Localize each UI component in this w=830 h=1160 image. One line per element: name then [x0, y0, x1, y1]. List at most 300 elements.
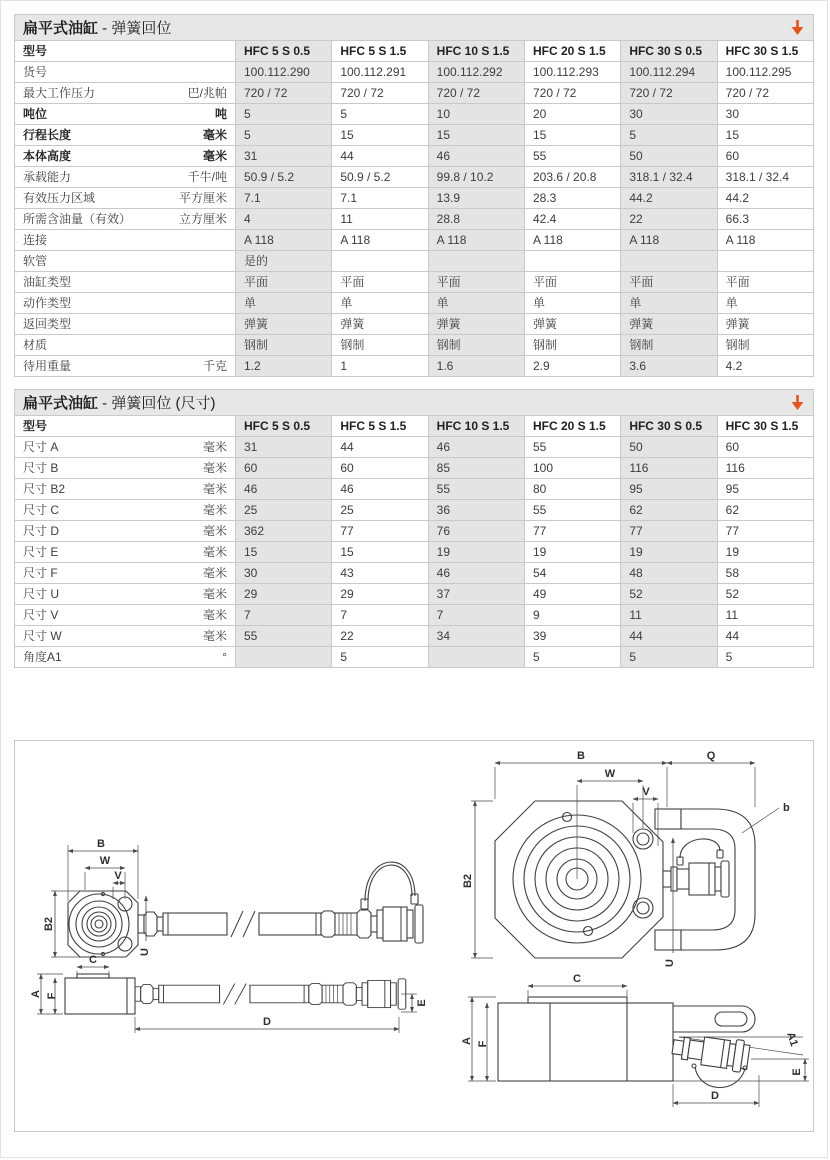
- cell-value: 80: [524, 479, 620, 500]
- table-row: [15, 647, 814, 668]
- cell-value: 44: [332, 146, 428, 167]
- row-unit: 毫米: [202, 461, 227, 475]
- cell-value: [332, 251, 428, 272]
- row-label-cell: [15, 251, 236, 272]
- row-label: 最大工作压力: [23, 86, 96, 100]
- cell-value: 15: [332, 542, 428, 563]
- cell-value: 平面: [621, 272, 717, 293]
- dim-label-a: A: [30, 990, 42, 998]
- cell-value: 22: [621, 209, 717, 230]
- cell-value: 平面: [524, 272, 620, 293]
- dim-label-a: A: [461, 1037, 473, 1045]
- cell-value: 50.9 / 5.2: [332, 167, 428, 188]
- row-label: 返回类型: [23, 317, 72, 331]
- cell-value: 7: [428, 605, 524, 626]
- table-row: [15, 62, 814, 83]
- dim-label-v: V: [642, 786, 650, 798]
- cell-value: 钢制: [428, 335, 524, 356]
- spec-table: [14, 40, 814, 377]
- row-label: 尺寸 B: [23, 461, 59, 475]
- cell-value: 22: [332, 626, 428, 647]
- dim-label-b: B: [577, 750, 585, 762]
- cell-value: 29: [332, 584, 428, 605]
- cell-value: A 118: [428, 230, 524, 251]
- cell-value: 4: [236, 209, 332, 230]
- dim-label-a1: A1: [784, 1030, 800, 1048]
- column-header-model: HFC 10 S 1.5: [428, 41, 524, 62]
- cell-value: 46: [332, 479, 428, 500]
- cell-value: 28.3: [524, 188, 620, 209]
- cell-value: 62: [717, 500, 813, 521]
- section-title-main: 扁平式油缸: [23, 20, 99, 37]
- row-label: 行程长度: [23, 128, 72, 142]
- row-label-cell: [15, 647, 236, 668]
- cell-value: 2.9: [524, 356, 620, 377]
- cell-value: 99.8 / 10.2: [428, 167, 524, 188]
- row-label: 尺寸 D: [23, 524, 60, 538]
- cell-value: 钢制: [524, 335, 620, 356]
- column-header-model: HFC 10 S 1.5: [428, 416, 524, 437]
- row-label-cell: [15, 272, 236, 293]
- row-label-cell: [15, 230, 236, 251]
- handle-callout-label: b: [783, 802, 790, 814]
- section-title: [23, 392, 216, 413]
- cell-value: 1.2: [236, 356, 332, 377]
- cell-value: 15: [428, 125, 524, 146]
- dim-label-d: D: [263, 1016, 271, 1028]
- cell-value: 25: [332, 500, 428, 521]
- spec-table-section-performance: [14, 14, 814, 377]
- cell-value: 116: [717, 458, 813, 479]
- row-label: 动作类型: [23, 296, 72, 310]
- row-label-cell: [15, 458, 236, 479]
- row-unit: 毫米: [202, 566, 227, 580]
- dim-label-v: V: [114, 870, 122, 882]
- cell-value: [428, 647, 524, 668]
- dim-label-f: F: [46, 992, 58, 1000]
- cell-value: 55: [524, 146, 620, 167]
- row-label-cell: [15, 437, 236, 458]
- cell-value: 平面: [717, 272, 813, 293]
- cell-value: 11: [621, 605, 717, 626]
- table-row: [15, 293, 814, 314]
- column-header-model: HFC 5 S 1.5: [332, 416, 428, 437]
- table-row: [15, 458, 814, 479]
- cell-value: 单: [428, 293, 524, 314]
- cell-value: 720 / 72: [524, 83, 620, 104]
- row-label-cell: [15, 146, 236, 167]
- dim-label-u: U: [664, 959, 676, 967]
- dim-label-d: D: [711, 1090, 719, 1102]
- cell-value: 36: [428, 500, 524, 521]
- header-row: [15, 41, 814, 62]
- cell-value: [236, 647, 332, 668]
- column-header-model: HFC 30 S 1.5: [717, 416, 813, 437]
- cell-value: 11: [332, 209, 428, 230]
- cell-value: 95: [621, 479, 717, 500]
- cell-value: 37: [428, 584, 524, 605]
- cell-value: 55: [428, 479, 524, 500]
- cell-value: 29: [236, 584, 332, 605]
- table-row: [15, 251, 814, 272]
- table-row: [15, 83, 814, 104]
- cell-value: 100.112.293: [524, 62, 620, 83]
- cell-value: 49: [524, 584, 620, 605]
- cell-value: 85: [428, 458, 524, 479]
- row-label: 尺寸 F: [23, 566, 58, 580]
- cell-value: 19: [524, 542, 620, 563]
- section-title-sub: - 弹簧回位: [98, 20, 172, 37]
- row-unit: 千牛/吨: [187, 170, 227, 184]
- dim-label-f: F: [477, 1040, 489, 1048]
- cell-value: 720 / 72: [428, 83, 524, 104]
- section-title-bar: [14, 389, 814, 415]
- dim-label-c: C: [573, 973, 581, 985]
- cell-value: 203.6 / 20.8: [524, 167, 620, 188]
- cell-value: 100.112.294: [621, 62, 717, 83]
- column-header-model: HFC 20 S 1.5: [524, 41, 620, 62]
- row-label-cell: [15, 626, 236, 647]
- section-title-bar: [14, 14, 814, 40]
- cell-value: 77: [717, 521, 813, 542]
- row-label-cell: [15, 62, 236, 83]
- table-row: [15, 188, 814, 209]
- cell-value: 1.6: [428, 356, 524, 377]
- table-row: [15, 521, 814, 542]
- cell-value: 100.112.291: [332, 62, 428, 83]
- cell-value: 31: [236, 146, 332, 167]
- cell-value: 3.6: [621, 356, 717, 377]
- cell-value: A 118: [332, 230, 428, 251]
- column-header-model: HFC 30 S 1.5: [717, 41, 813, 62]
- cell-value: 弹簧: [524, 314, 620, 335]
- row-label-cell: [15, 584, 236, 605]
- cell-value: 50: [621, 437, 717, 458]
- cell-value: 5: [236, 104, 332, 125]
- row-label: 尺寸 A: [23, 440, 59, 454]
- cell-value: 43: [332, 563, 428, 584]
- row-label: 承载能力: [23, 170, 72, 184]
- cell-value: [428, 251, 524, 272]
- row-unit: 毫米: [202, 524, 227, 538]
- cell-value: 318.1 / 32.4: [717, 167, 813, 188]
- dim-label-u: U: [139, 948, 151, 956]
- cell-value: 13.9: [428, 188, 524, 209]
- dim-label-b2: B2: [43, 916, 55, 932]
- column-header-model: HFC 30 S 0.5: [621, 416, 717, 437]
- table-row: [15, 209, 814, 230]
- cell-value: 9: [524, 605, 620, 626]
- row-label-cell: [15, 125, 236, 146]
- cell-value: A 118: [524, 230, 620, 251]
- cell-value: 55: [524, 500, 620, 521]
- row-label: 尺寸 V: [23, 608, 59, 622]
- cell-value: 钢制: [332, 335, 428, 356]
- table-row: [15, 272, 814, 293]
- side-view-with-hose: [30, 954, 428, 1033]
- cell-value: 52: [621, 584, 717, 605]
- column-header-model-label: 型号: [15, 416, 236, 437]
- section-title-sub: - 弹簧回位 (尺寸): [98, 395, 216, 412]
- cell-value: 28.8: [428, 209, 524, 230]
- row-label-cell: [15, 83, 236, 104]
- cell-value: 60: [717, 146, 813, 167]
- cell-value: 720 / 72: [332, 83, 428, 104]
- column-header-model: HFC 20 S 1.5: [524, 416, 620, 437]
- cell-value: 77: [332, 521, 428, 542]
- row-label: 尺寸 C: [23, 503, 60, 517]
- cell-value: 58: [717, 563, 813, 584]
- jump-down-arrow-icon[interactable]: [790, 394, 805, 411]
- cell-value: A 118: [236, 230, 332, 251]
- top-view: [462, 750, 790, 967]
- table-row: [15, 584, 814, 605]
- cell-value: 44.2: [621, 188, 717, 209]
- cell-value: 单: [332, 293, 428, 314]
- cell-value: 48: [621, 563, 717, 584]
- dim-label-b2: B2: [462, 873, 474, 889]
- row-unit: 毫米: [202, 608, 227, 622]
- cell-value: 是的: [236, 251, 332, 272]
- header-row: [15, 416, 814, 437]
- table-row: [15, 167, 814, 188]
- column-header-model-label: 型号: [15, 41, 236, 62]
- column-header-model: HFC 5 S 1.5: [332, 41, 428, 62]
- column-header-model: HFC 30 S 0.5: [621, 41, 717, 62]
- cell-value: 5: [332, 104, 428, 125]
- row-label: 尺寸 U: [23, 587, 60, 601]
- cell-value: 100.112.295: [717, 62, 813, 83]
- cell-value: 66.3: [717, 209, 813, 230]
- cell-value: 30: [236, 563, 332, 584]
- cell-value: 54: [524, 563, 620, 584]
- cell-value: 19: [621, 542, 717, 563]
- row-label-cell: [15, 335, 236, 356]
- cell-value: 100.112.290: [236, 62, 332, 83]
- dim-label-c: C: [89, 954, 97, 966]
- cell-value: 钢制: [717, 335, 813, 356]
- cell-value: 25: [236, 500, 332, 521]
- cell-value: 42.4: [524, 209, 620, 230]
- dim-label-w: W: [99, 855, 111, 867]
- cell-value: A 118: [717, 230, 813, 251]
- row-label: 油缸类型: [23, 275, 72, 289]
- cell-value: 44: [717, 626, 813, 647]
- cell-value: 弹簧: [332, 314, 428, 335]
- cell-value: 15: [332, 125, 428, 146]
- row-unit: 毫米: [202, 545, 227, 559]
- cell-value: 平面: [236, 272, 332, 293]
- front-view-with-hose: [43, 838, 423, 957]
- cell-value: 77: [621, 521, 717, 542]
- cell-value: 77: [524, 521, 620, 542]
- cell-value: 100: [524, 458, 620, 479]
- row-label-cell: [15, 209, 236, 230]
- row-label: 尺寸 E: [23, 545, 59, 559]
- column-header-model: HFC 5 S 0.5: [236, 416, 332, 437]
- cell-value: 46: [428, 146, 524, 167]
- row-label-cell: [15, 188, 236, 209]
- cell-value: 弹簧: [236, 314, 332, 335]
- cell-value: 30: [717, 104, 813, 125]
- dim-label-b: B: [97, 838, 105, 850]
- row-label-cell: [15, 314, 236, 335]
- cell-value: 7: [332, 605, 428, 626]
- row-label: 尺寸 W: [23, 629, 62, 643]
- cell-value: 44: [621, 626, 717, 647]
- cell-value: 7.1: [332, 188, 428, 209]
- technical-drawing-panel: [14, 740, 814, 1132]
- cell-value: 11: [717, 605, 813, 626]
- cell-value: 钢制: [236, 335, 332, 356]
- cell-value: A 118: [621, 230, 717, 251]
- dim-label-e: E: [416, 999, 428, 1007]
- row-label: 角度A1: [23, 650, 62, 664]
- cell-value: 60: [332, 458, 428, 479]
- row-unit: 毫米: [202, 440, 227, 454]
- jump-down-arrow-icon[interactable]: [790, 19, 805, 36]
- cell-value: [717, 251, 813, 272]
- cell-value: 60: [236, 458, 332, 479]
- cell-value: 30: [621, 104, 717, 125]
- cell-value: 弹簧: [621, 314, 717, 335]
- cell-value: 19: [428, 542, 524, 563]
- row-unit: 毫米: [202, 587, 227, 601]
- section-title: [23, 17, 171, 38]
- row-label-cell: [15, 563, 236, 584]
- table-row: [15, 563, 814, 584]
- row-label: 本体高度: [23, 149, 72, 163]
- cell-value: 15: [236, 542, 332, 563]
- row-unit: 千克: [202, 359, 227, 373]
- section-title-main: 扁平式油缸: [23, 395, 99, 412]
- cell-value: 15: [524, 125, 620, 146]
- row-label: 连接: [23, 233, 48, 247]
- row-unit: 吨: [214, 107, 227, 121]
- table-row: [15, 335, 814, 356]
- cell-value: [621, 251, 717, 272]
- row-label: 尺寸 B2: [23, 482, 66, 496]
- row-label: 货号: [23, 65, 48, 79]
- cell-value: 116: [621, 458, 717, 479]
- cell-value: 单: [236, 293, 332, 314]
- row-unit: 毫米: [202, 128, 227, 142]
- cell-value: 钢制: [621, 335, 717, 356]
- row-unit: 平方厘米: [178, 191, 227, 205]
- cell-value: 720 / 72: [717, 83, 813, 104]
- cell-value: 10: [428, 104, 524, 125]
- row-label-cell: [15, 356, 236, 377]
- row-label-cell: [15, 479, 236, 500]
- spec-table: [14, 415, 814, 668]
- cell-value: 62: [621, 500, 717, 521]
- row-label: 所需含油量（有效）: [23, 212, 132, 226]
- row-label: 软管: [23, 254, 48, 268]
- row-label-cell: [15, 542, 236, 563]
- cell-value: 44: [332, 437, 428, 458]
- table-row: [15, 500, 814, 521]
- cell-value: 44.2: [717, 188, 813, 209]
- cell-value: [524, 251, 620, 272]
- cell-value: 46: [428, 437, 524, 458]
- cell-value: 20: [524, 104, 620, 125]
- cell-value: 31: [236, 437, 332, 458]
- cell-value: 7: [236, 605, 332, 626]
- cell-value: 720 / 72: [621, 83, 717, 104]
- table-row: [15, 104, 814, 125]
- cell-value: 95: [717, 479, 813, 500]
- cell-value: 46: [428, 563, 524, 584]
- row-label: 材质: [23, 338, 48, 352]
- table-row: [15, 230, 814, 251]
- cell-value: 平面: [428, 272, 524, 293]
- row-unit: 巴/兆帕: [187, 86, 227, 100]
- row-unit: °: [222, 650, 227, 664]
- cell-value: 50.9 / 5.2: [236, 167, 332, 188]
- column-header-model: HFC 5 S 0.5: [236, 41, 332, 62]
- cell-value: 46: [236, 479, 332, 500]
- table-row: [15, 605, 814, 626]
- cell-value: 5: [621, 647, 717, 668]
- cell-value: 318.1 / 32.4: [621, 167, 717, 188]
- table-row: [15, 125, 814, 146]
- cell-value: 55: [524, 437, 620, 458]
- row-label: 有效压力区域: [23, 191, 96, 205]
- cell-value: 5: [621, 125, 717, 146]
- cell-value: 弹簧: [717, 314, 813, 335]
- cell-value: 39: [524, 626, 620, 647]
- cell-value: 5: [717, 647, 813, 668]
- cell-value: 52: [717, 584, 813, 605]
- row-label-cell: [15, 605, 236, 626]
- dim-label-w: W: [604, 768, 616, 780]
- side-view: [461, 973, 809, 1107]
- cell-value: 76: [428, 521, 524, 542]
- cell-value: 362: [236, 521, 332, 542]
- cell-value: 平面: [332, 272, 428, 293]
- cell-value: 55: [236, 626, 332, 647]
- cell-value: 50: [621, 146, 717, 167]
- row-label-cell: [15, 104, 236, 125]
- cell-value: 15: [717, 125, 813, 146]
- cell-value: 34: [428, 626, 524, 647]
- table-row: [15, 314, 814, 335]
- table-row: [15, 626, 814, 647]
- table-row: [15, 146, 814, 167]
- table-row: [15, 479, 814, 500]
- row-label: 待用重量: [23, 359, 72, 373]
- cell-value: 5: [236, 125, 332, 146]
- row-unit: 立方厘米: [178, 212, 227, 226]
- row-label-cell: [15, 167, 236, 188]
- cell-value: 720 / 72: [236, 83, 332, 104]
- row-label-cell: [15, 521, 236, 542]
- cell-value: 4.2: [717, 356, 813, 377]
- technical-drawing: [15, 741, 813, 1131]
- row-label-cell: [15, 293, 236, 314]
- row-unit: 毫米: [202, 503, 227, 517]
- cell-value: 5: [524, 647, 620, 668]
- row-label: 吨位: [23, 107, 48, 121]
- cell-value: 19: [717, 542, 813, 563]
- cell-value: 单: [524, 293, 620, 314]
- cell-value: 单: [717, 293, 813, 314]
- cell-value: 1: [332, 356, 428, 377]
- dim-label-e: E: [791, 1068, 803, 1076]
- cell-value: 100.112.292: [428, 62, 524, 83]
- spec-table-section-dimensions: [14, 389, 814, 668]
- cell-value: 单: [621, 293, 717, 314]
